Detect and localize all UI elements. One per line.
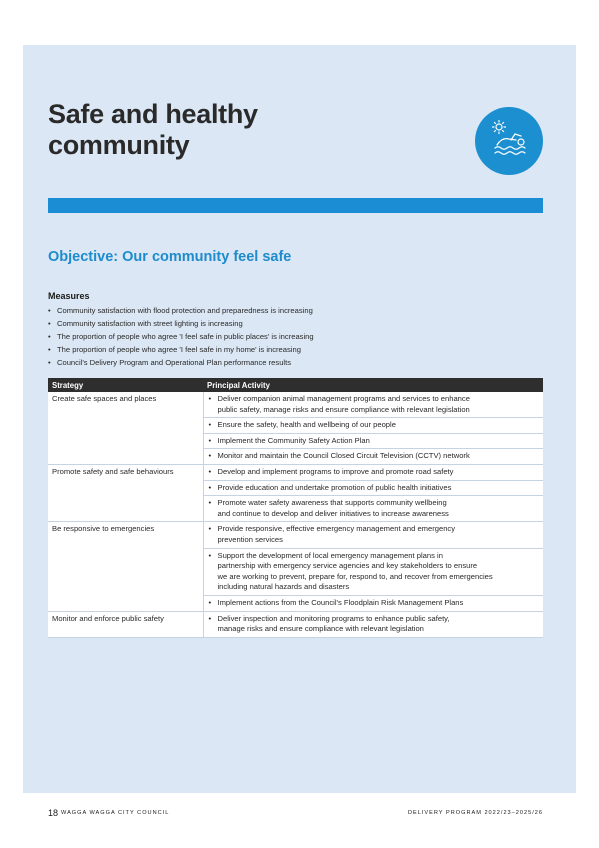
table-row: [48, 392, 543, 418]
activity-line: and continue to develop and deliver initiatives to increase awareness: [217, 508, 449, 518]
activity-line: partnership with emergency service agencies and key stakeholders to ensure: [217, 561, 478, 571]
measure-item: • Council's Delivery Program and Operational Plan performance results: [48, 356, 314, 369]
activity-line: • Deliver inspection and monitoring programs to enhance public safety,: [217, 613, 450, 623]
table-row: [48, 611, 543, 637]
measure-item: • The proportion of people who agree 'I feel safe in public places' is increasing: [48, 330, 314, 343]
activity-cell: [203, 548, 543, 595]
strategy-column-header: Strategy: [48, 378, 203, 392]
table-header-row: [48, 378, 543, 392]
page-title: [48, 99, 408, 161]
strategy-table: [48, 378, 543, 638]
activity-line: including natural hazards and disasters: [217, 582, 350, 592]
activity-line: • Provide responsive, effective emergency management and emergency: [217, 524, 456, 534]
activity-line: • Promote water safety awareness that supports community wellbeing: [217, 498, 447, 508]
strategy-cell: Monitor and enforce public safety: [48, 611, 203, 637]
activity-line: • Implement the Community Safety Action Plan: [217, 435, 370, 445]
section-divider-bar: [48, 198, 543, 213]
table-row: [48, 522, 543, 548]
activity-cell: [203, 496, 543, 522]
strategy-cell: Create safe spaces and places: [48, 392, 203, 464]
activity-line: manage risks and ensure compliance with relevant legislation: [217, 624, 424, 634]
activity-cell: [203, 522, 543, 548]
page-footer: [48, 808, 543, 822]
activity-line: public safety, manage risks and ensure compliance with relevant legislation: [217, 404, 470, 414]
activity-line: • Ensure the safety, health and wellbeing of our people: [217, 420, 396, 430]
organisation-name: WAGGA WAGGA CITY COUNCIL: [61, 810, 170, 816]
objective-heading: Objective: Our community feel safe: [48, 249, 292, 265]
table-row: [48, 464, 543, 480]
activity-cell: [203, 392, 543, 418]
activity-line: prevention services: [217, 534, 283, 544]
activity-line: • Deliver companion animal management programs and services to enhance: [217, 394, 470, 403]
measure-item: • Community satisfaction with street lighting is increasing: [48, 317, 314, 330]
activity-cell: [203, 595, 543, 611]
activity-line: • Develop and implement programs to improve and promote road safety: [217, 466, 454, 476]
activity-line: • Implement actions from the Council's Floodplain Risk Management Plans: [217, 597, 464, 607]
principal-activity-column-header: Principal Activity: [203, 378, 543, 392]
strategy-cell: Be responsive to emergencies: [48, 522, 203, 611]
page-title-line-1: Safe and healthy: [48, 99, 258, 129]
program-name: DELIVERY PROGRAM 2022/23–2025/26: [407, 810, 543, 816]
strategy-cell: Promote safety and safe behaviours: [48, 464, 203, 521]
page-number: 18: [48, 808, 59, 818]
activity-cell: [203, 480, 543, 496]
activity-cell: [203, 418, 543, 434]
measure-item: • Community satisfaction with flood protection and preparedness is increasing: [48, 304, 314, 317]
activity-cell: [203, 433, 543, 449]
measure-item: • The proportion of people who agree 'I feel safe in my home' is increasing: [48, 343, 314, 356]
activity-cell: [203, 611, 543, 637]
activity-cell: [203, 449, 543, 465]
activity-line: • Monitor and maintain the Council Closed Circuit Television (CCTV) network: [217, 451, 470, 461]
activity-line: • Support the development of local emergency management plans in: [217, 550, 443, 560]
swimmer-sun-icon: [475, 107, 543, 175]
activity-cell: [203, 464, 543, 480]
measures-heading: Measures: [48, 291, 90, 301]
page-title-line-2: community: [48, 130, 190, 160]
measures-list: [48, 304, 314, 369]
activity-line: • Provide education and undertake promotion of public health initiatives: [217, 482, 452, 492]
activity-line: we are working to prevent, prepare for, respond to, and recover from emergencies: [217, 571, 493, 581]
